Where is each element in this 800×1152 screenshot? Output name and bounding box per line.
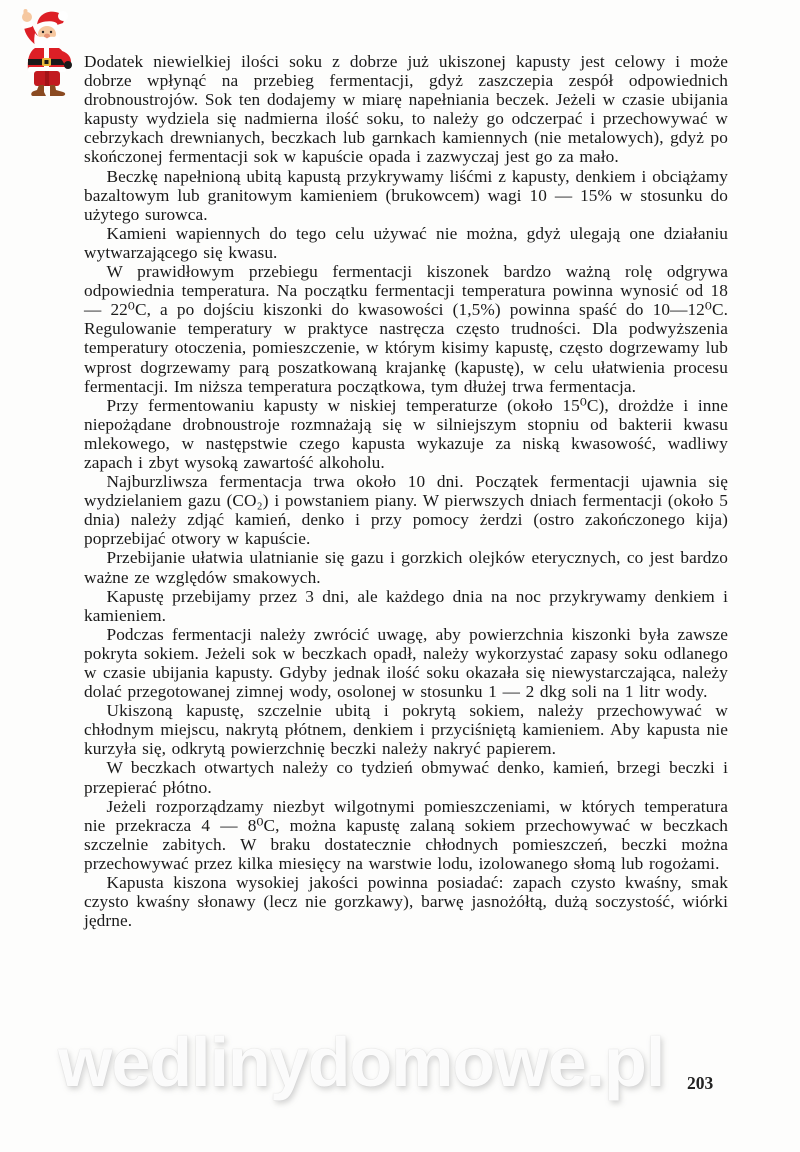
paragraph: Dodatek niewielkiej ilości soku z dobrze już ukiszonej kapusty jest celowy i może dobrze wpłynąć na przebieg fermentacji, gdyż zaszczepia zespół odpowiednich drobnoustrojów. Sok ten dodajemy w miarę napełniania beczek. Jeżeli w czasie ubijania kapusty wydziela się nadmierna ilość soku, to należy go odczerpać i przechowywać w cebrzykach drewnianych, beczkach lub garnkach kamiennych (nie metalowych), gdyż po skończonej fermentacji sok w kapuście opada i zazwyczaj jest go za mało.: [84, 52, 728, 167]
watermark: wedlinydomowe.pl: [58, 1023, 665, 1101]
paragraph: Jeżeli rozporządzamy niezbyt wilgotnymi pomieszczeniami, w których temperatura nie przekracza 4 — 8⁰C, można kapustę zalaną sokiem przechowywać w beczkach szczelnie zabitych. W braku dostatecznie chłodnych pomieszczeń, beczki można przechowywać przez kilka miesięcy na warstwie lodu, izolowanego słomą lub rogożami.: [84, 796, 728, 873]
page-number: 203: [687, 1073, 714, 1093]
paragraph: Kamieni wapiennych do tego celu używać nie można, gdyż ulegają one działaniu wytwarzającego się kwasu.: [84, 223, 728, 262]
paragraph: Podczas fermentacji należy zwrócić uwagę, aby powierzchnia kiszonki była zawsze pokryta sokiem. Jeżeli sok w beczkach opadł, należy wykorzystać zapasy soku odlanego w czasie ubijania kapusty. Gdyby jednak ilość soku okazała się niewystarczająca, należy dolać przegotowanej zimnej wody, osolonej w stosunku 1 — 2 dkg soli na 1 litr wody.: [84, 624, 728, 702]
paragraph: Najburzliwsza fermentacja trwa około 10 dni. Początek fermentacji ujawnia się wydzielaniem gazu (CO₂) i powstaniem piany. W pierwszych dniach fermentacji (około 5 dnia) należy zdjąć kamień, denko i przy pomocy żerdzi (ostro zakończonego kija) poprzebijać otwory w kapuście.: [84, 472, 728, 549]
paragraph: Ukiszoną kapustę, szczelnie ubitą i pokrytą sokiem, należy przechowywać w chłodnym miejscu, nakrytą płótnem, denkiem i przyciśniętą kamieniem. Aby kapusta nie kurzyła się, odkrytą powierzchnię beczki należy nakryć papierem.: [84, 701, 728, 759]
paragraph: Beczkę napełnioną ubitą kapustą przykrywamy liśćmi z kapusty, denkiem i obciążamy bazaltowym lub granitowym kamieniem (brukowcem) wagi 10 — 15% w stosunku do użytego surowca.: [84, 166, 728, 224]
santa-icon: [8, 6, 80, 98]
paragraph: W prawidłowym przebiegu fermentacji kiszonek bardzo ważną rolę odgrywa odpowiednia temperatura. Na początku fermentacji temperatura powinna wynosić od 18 — 22⁰C, a po dojściu kiszonki do kwasowości (1,5%) powinna spaść do 10—12⁰C. Regulowanie temperatury w praktyce nastręcza często trudności. Dla podwyższenia temperatury otoczenia, pomieszczenie, w którym kisimy kapustę, często dogrzewamy lub wprost dogrzewamy parą poszatkowaną krajankę (kapustę), w celu ułatwienia procesu fermentacji. Im niższa temperatura początkowa, tym dłużej trwa fermentacja.: [84, 262, 728, 396]
paragraph: Przebijanie ułatwia ulatnianie się gazu i gorzkich olejków eterycznych, co jest bardzo ważne ze względów smakowych.: [84, 548, 728, 587]
paragraph: Przy fermentowaniu kapusty w niskiej temperaturze (około 15⁰C), drożdże i inne niepożądane drobnoustroje rozmnażają się w silniejszym stopniu od bakterii kwasu mlekowego, w następstwie czego kapusta wykazuje za niską kwasowość, wadliwy zapach i zbyt wysoką zawartość alkoholu.: [84, 395, 728, 472]
paragraph: W beczkach otwartych należy co tydzień obmywać denko, kamień, brzegi beczki i przepierać płótno.: [84, 758, 728, 797]
paragraph: Kapustę przebijamy przez 3 dni, ale każdego dnia na noc przykrywamy denkiem i kamieniem.: [84, 586, 728, 625]
body-text: [84, 52, 728, 930]
paragraph: Kapusta kiszona wysokiej jakości powinna posiadać: zapach czysto kwaśny, smak czysto kwaśny słonawy (lecz nie gorzkawy), barwę jasnożółtą, dużą soczystość, wiórki jędrne.: [84, 873, 728, 931]
